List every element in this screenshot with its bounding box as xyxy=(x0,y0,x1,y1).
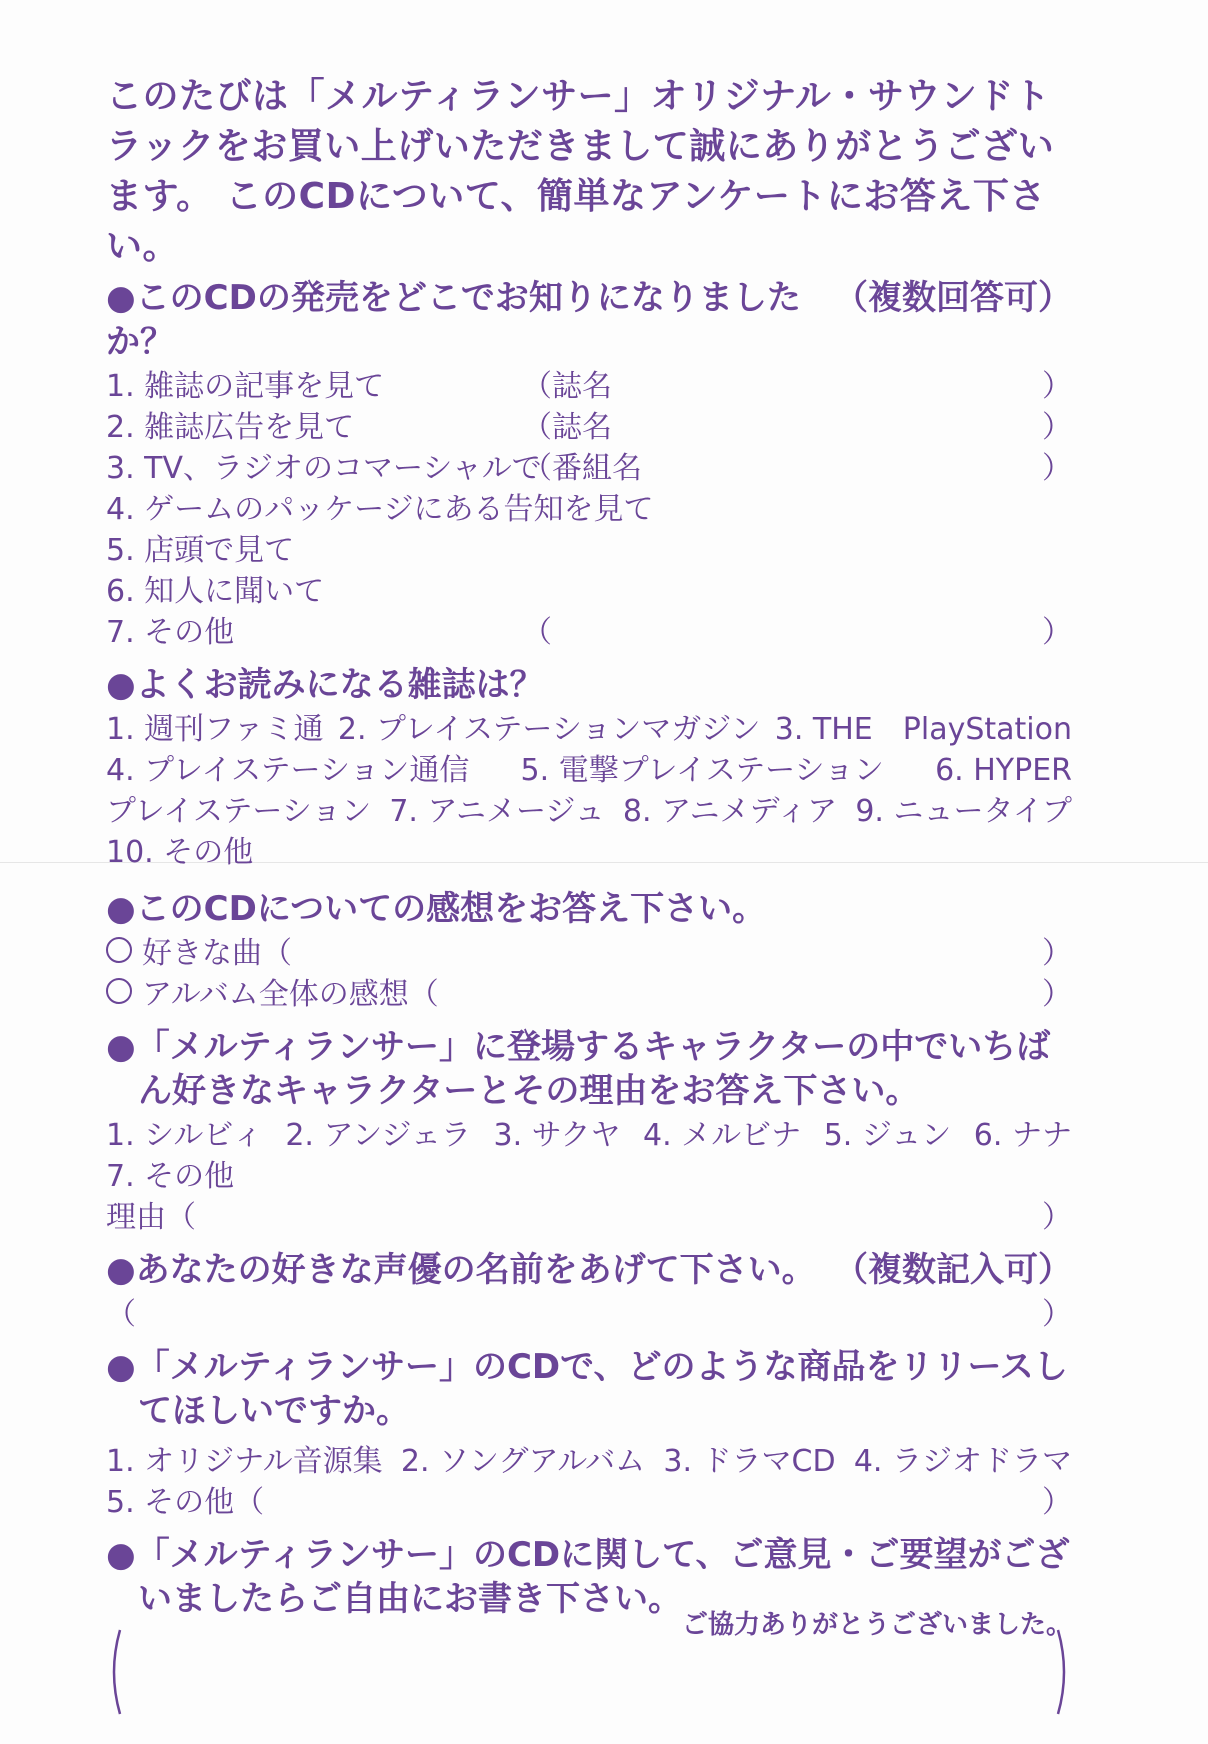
q6-other-label: 5. その他（ xyxy=(106,1485,265,1520)
right-paren-icon xyxy=(1056,1628,1072,1716)
q1-option-label: 4. ゲームのパッケージにある告知を見て xyxy=(106,492,654,527)
q4-option[interactable]: 3. サクヤ xyxy=(493,1118,621,1153)
q1-option-5[interactable] xyxy=(106,530,1072,571)
q1-option-7[interactable] xyxy=(106,612,1072,653)
q1-field-close: ） xyxy=(1042,615,1072,650)
q1-option-label: 6. 知人に聞いて xyxy=(106,574,325,609)
q3-album-impression[interactable] xyxy=(106,974,1072,1015)
q6-other[interactable] xyxy=(106,1482,1072,1523)
question-1-note: （複数回答可） xyxy=(834,278,1072,318)
q2-option[interactable]: 5. 電撃プレイステーション xyxy=(520,753,884,788)
question-2-text: ●よくお読みになる雑誌は？ xyxy=(106,665,544,705)
q2-options-line-2 xyxy=(106,750,1072,791)
q1-option-label: 5. 店頭で見て xyxy=(106,533,295,568)
q2-options-line-3 xyxy=(106,791,1072,832)
q5-open: （ xyxy=(106,1297,136,1332)
q2-option[interactable]: 6. HYPER xyxy=(935,753,1072,788)
left-paren-icon xyxy=(106,1628,122,1716)
q1-field-close: ） xyxy=(1042,451,1072,486)
q1-option-label: 1. 雑誌の記事を見て xyxy=(106,369,385,404)
q1-option-4[interactable] xyxy=(106,489,1072,530)
circle-bullet-icon xyxy=(106,978,132,1004)
question-3-text: ●このCDについての感想をお答え下さい。 xyxy=(106,889,767,929)
q2-option[interactable]: 8. アニメディア xyxy=(622,794,838,829)
q2-option[interactable]: 10. その他 xyxy=(106,835,254,870)
q3-label: 好きな曲（ xyxy=(142,936,292,971)
q4-reason-label: 理由（ xyxy=(106,1200,196,1235)
question-5 xyxy=(106,1248,1072,1292)
question-1 xyxy=(106,276,1072,364)
q2-options-line-4 xyxy=(106,832,1072,873)
q5-answer[interactable] xyxy=(106,1294,1072,1335)
q3-close: ） xyxy=(1042,936,1072,971)
q2-option[interactable]: プレイステーション xyxy=(106,794,372,829)
question-6 xyxy=(106,1345,1072,1433)
q4-reason[interactable] xyxy=(106,1197,1072,1238)
q1-field-open: （番組名 xyxy=(522,451,642,486)
q1-option-2[interactable] xyxy=(106,407,1072,448)
q2-option[interactable]: 9. ニュータイプ xyxy=(855,794,1072,829)
q4-close: ） xyxy=(1042,1200,1072,1235)
q1-field-close: ） xyxy=(1042,369,1072,404)
q6-close: ） xyxy=(1042,1485,1072,1520)
q5-close: ） xyxy=(1042,1297,1072,1332)
q6-option[interactable]: 2. ソングアルバム xyxy=(400,1444,646,1479)
q6-option[interactable]: 4. ラジオドラマ xyxy=(853,1444,1072,1479)
question-4-text: ●「メルティランサー」に登場するキャラクターの中でいちばん好きなキャラクターとその理由をお答え下さい。 xyxy=(106,1027,1051,1111)
question-2 xyxy=(106,663,1072,707)
q1-option-label: 3. TV、ラジオのコマーシャルで xyxy=(106,451,542,486)
q4-option[interactable]: 2. アンジェラ xyxy=(285,1118,471,1153)
q2-option[interactable]: 4. プレイステーション通信 xyxy=(106,753,470,788)
q3-favorite-song[interactable] xyxy=(106,933,1072,974)
q1-option-label: 7. その他 xyxy=(106,615,235,650)
question-6-text: ●「メルティランサー」のCDで、どのような商品をリリースしてほしいですか。 xyxy=(106,1347,1068,1431)
q4-option[interactable]: 6. ナナ xyxy=(973,1118,1072,1153)
question-7-text: ●「メルティランサー」のCDに関して、ご意見・ご要望がございましたらご自由にお書き下さい。 xyxy=(106,1535,1070,1619)
q1-field-close: ） xyxy=(1042,410,1072,445)
question-3 xyxy=(106,887,1072,931)
q2-options-line-1 xyxy=(106,709,1072,750)
q4-option[interactable]: 5. ジュン xyxy=(823,1118,952,1153)
q4-option[interactable]: 1. シルビィ xyxy=(106,1118,263,1153)
q1-option-label: 2. 雑誌広告を見て xyxy=(106,410,355,445)
questionnaire-content xyxy=(106,72,1072,1717)
q1-option-3[interactable] xyxy=(106,448,1072,489)
circle-bullet-icon xyxy=(106,937,132,963)
q2-option[interactable]: 3. THE PlayStation xyxy=(774,712,1072,747)
q1-option-6[interactable] xyxy=(106,571,1072,612)
question-1-text: ●このCDの発売をどこでお知りになりましたか？ xyxy=(106,278,801,362)
intro-text: このたびは「メルティランサー」オリジナル・サウンドトラックをお買い上げいただきまして誠にありがとうございます。 このCDについて、簡単なアンケートにお答え下さい。 xyxy=(106,76,1055,267)
thanks-text: ご協力ありがとうございました。 xyxy=(681,1610,1072,1640)
q1-field-open: （誌名 xyxy=(522,410,612,445)
q2-option[interactable]: 7. アニメージュ xyxy=(389,794,605,829)
q4-option[interactable]: 4. メルビナ xyxy=(642,1118,802,1153)
q1-option-1[interactable] xyxy=(106,366,1072,407)
q1-field-open: （ xyxy=(522,615,552,650)
q4-options-line-1 xyxy=(106,1115,1072,1156)
question-4 xyxy=(106,1025,1072,1113)
question-5-note: （複数記入可） xyxy=(834,1250,1072,1290)
q3-label: アルバム全体の感想（ xyxy=(142,977,439,1012)
question-5-text: ●あなたの好きな声優の名前をあげて下さい。 xyxy=(106,1250,816,1290)
q6-option[interactable]: 3. ドラマCD xyxy=(663,1444,836,1479)
q4-option[interactable]: 7. その他 xyxy=(106,1159,235,1194)
q2-option[interactable]: 1. 週刊ファミ通 xyxy=(106,712,324,747)
q2-option[interactable]: 2. プレイステーションマガジン xyxy=(337,712,761,747)
q3-close: ） xyxy=(1042,977,1072,1012)
q6-option[interactable]: 1. オリジナル音源集 xyxy=(106,1444,383,1479)
q4-options-line-2 xyxy=(106,1156,1072,1197)
q1-field-open: （誌名 xyxy=(522,369,612,404)
q6-options-line-1 xyxy=(106,1441,1072,1482)
